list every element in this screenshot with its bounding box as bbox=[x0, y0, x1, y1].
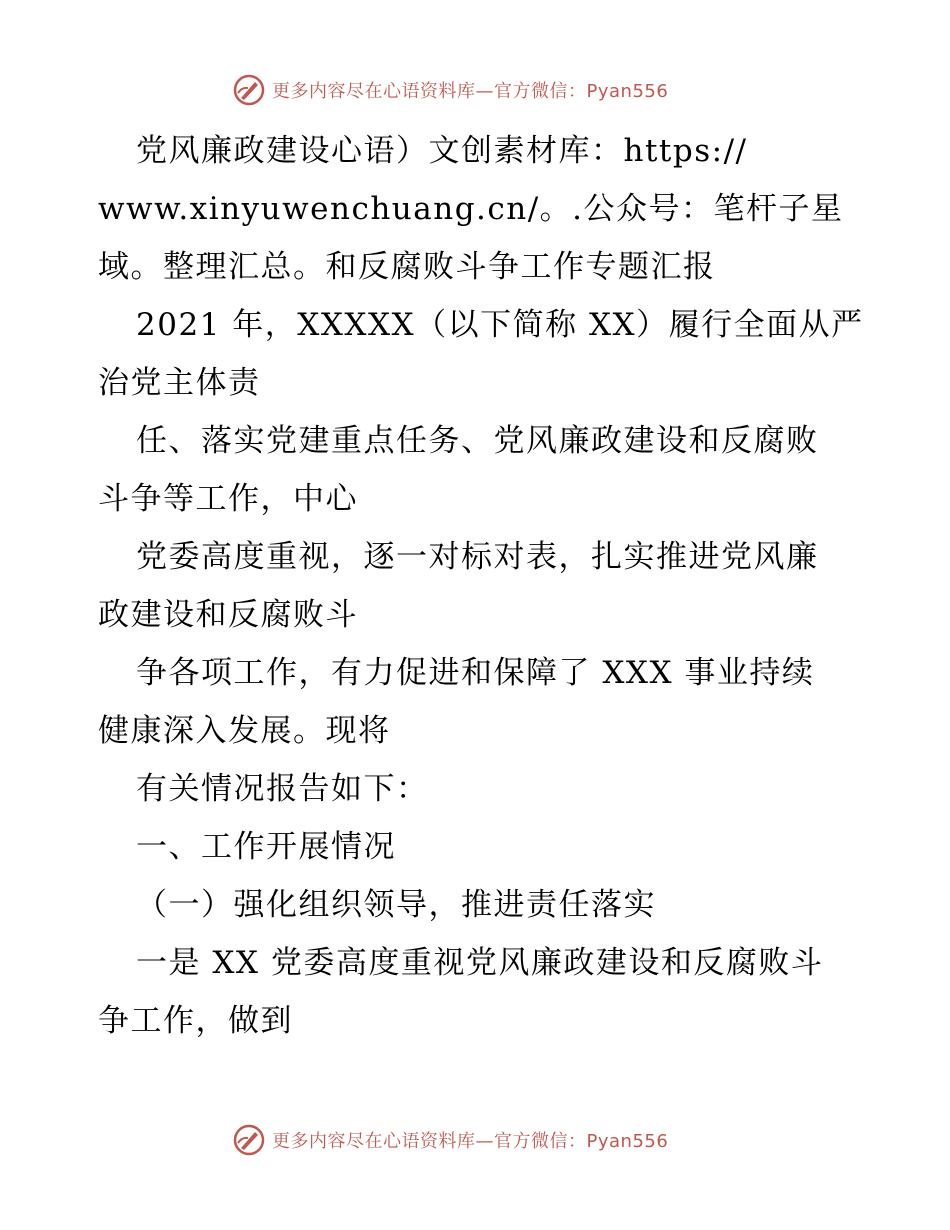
text-line: 斗争等工作，中心 bbox=[98, 481, 358, 517]
text-line: 任、落实党建重点任务、党风廉政建设和反腐败 bbox=[136, 423, 819, 459]
subsection-heading: （一）强化组织领导，推进责任落实 bbox=[136, 887, 656, 923]
text-line: 争各项工作，有力促进和保障了 XXX 事业持续 bbox=[136, 655, 815, 691]
banner-text[interactable]: 更多内容尽在心语资料库—官方微信：Pyan556 bbox=[272, 1131, 669, 1152]
quill-pen-logo-icon bbox=[232, 73, 266, 107]
text-line: 党风廉政建设心语）文创素材库：https:// bbox=[136, 133, 748, 169]
text-line: 有关情况报告如下： bbox=[136, 771, 429, 807]
text-line: 治党主体责 bbox=[98, 365, 261, 401]
footer-banner[interactable] bbox=[232, 1122, 712, 1158]
header-banner[interactable] bbox=[232, 72, 712, 108]
text-line: 2021 年，XXXXX（以下简称 XX）履行全面从严 bbox=[136, 307, 864, 343]
section-heading: 一、工作开展情况 bbox=[136, 829, 396, 865]
text-line: 政建设和反腐败斗 bbox=[98, 597, 358, 633]
document-body bbox=[98, 122, 868, 1050]
text-line: 争工作，做到 bbox=[98, 1003, 293, 1039]
text-line: www.xinyuwenchuang.cn/。.公众号：笔杆子星 bbox=[98, 191, 844, 227]
text-line: 域。整理汇总。和反腐败斗争工作专题汇报 bbox=[98, 249, 716, 285]
text-line: 党委高度重视，逐一对标对表，扎实推进党风廉 bbox=[136, 539, 819, 575]
text-line: 健康深入发展。现将 bbox=[98, 713, 391, 749]
quill-pen-logo-icon bbox=[232, 1123, 266, 1157]
text-line: 一是 XX 党委高度重视党风廉政建设和反腐败斗 bbox=[136, 945, 824, 981]
banner-text[interactable]: 更多内容尽在心语资料库—官方微信：Pyan556 bbox=[272, 81, 669, 102]
